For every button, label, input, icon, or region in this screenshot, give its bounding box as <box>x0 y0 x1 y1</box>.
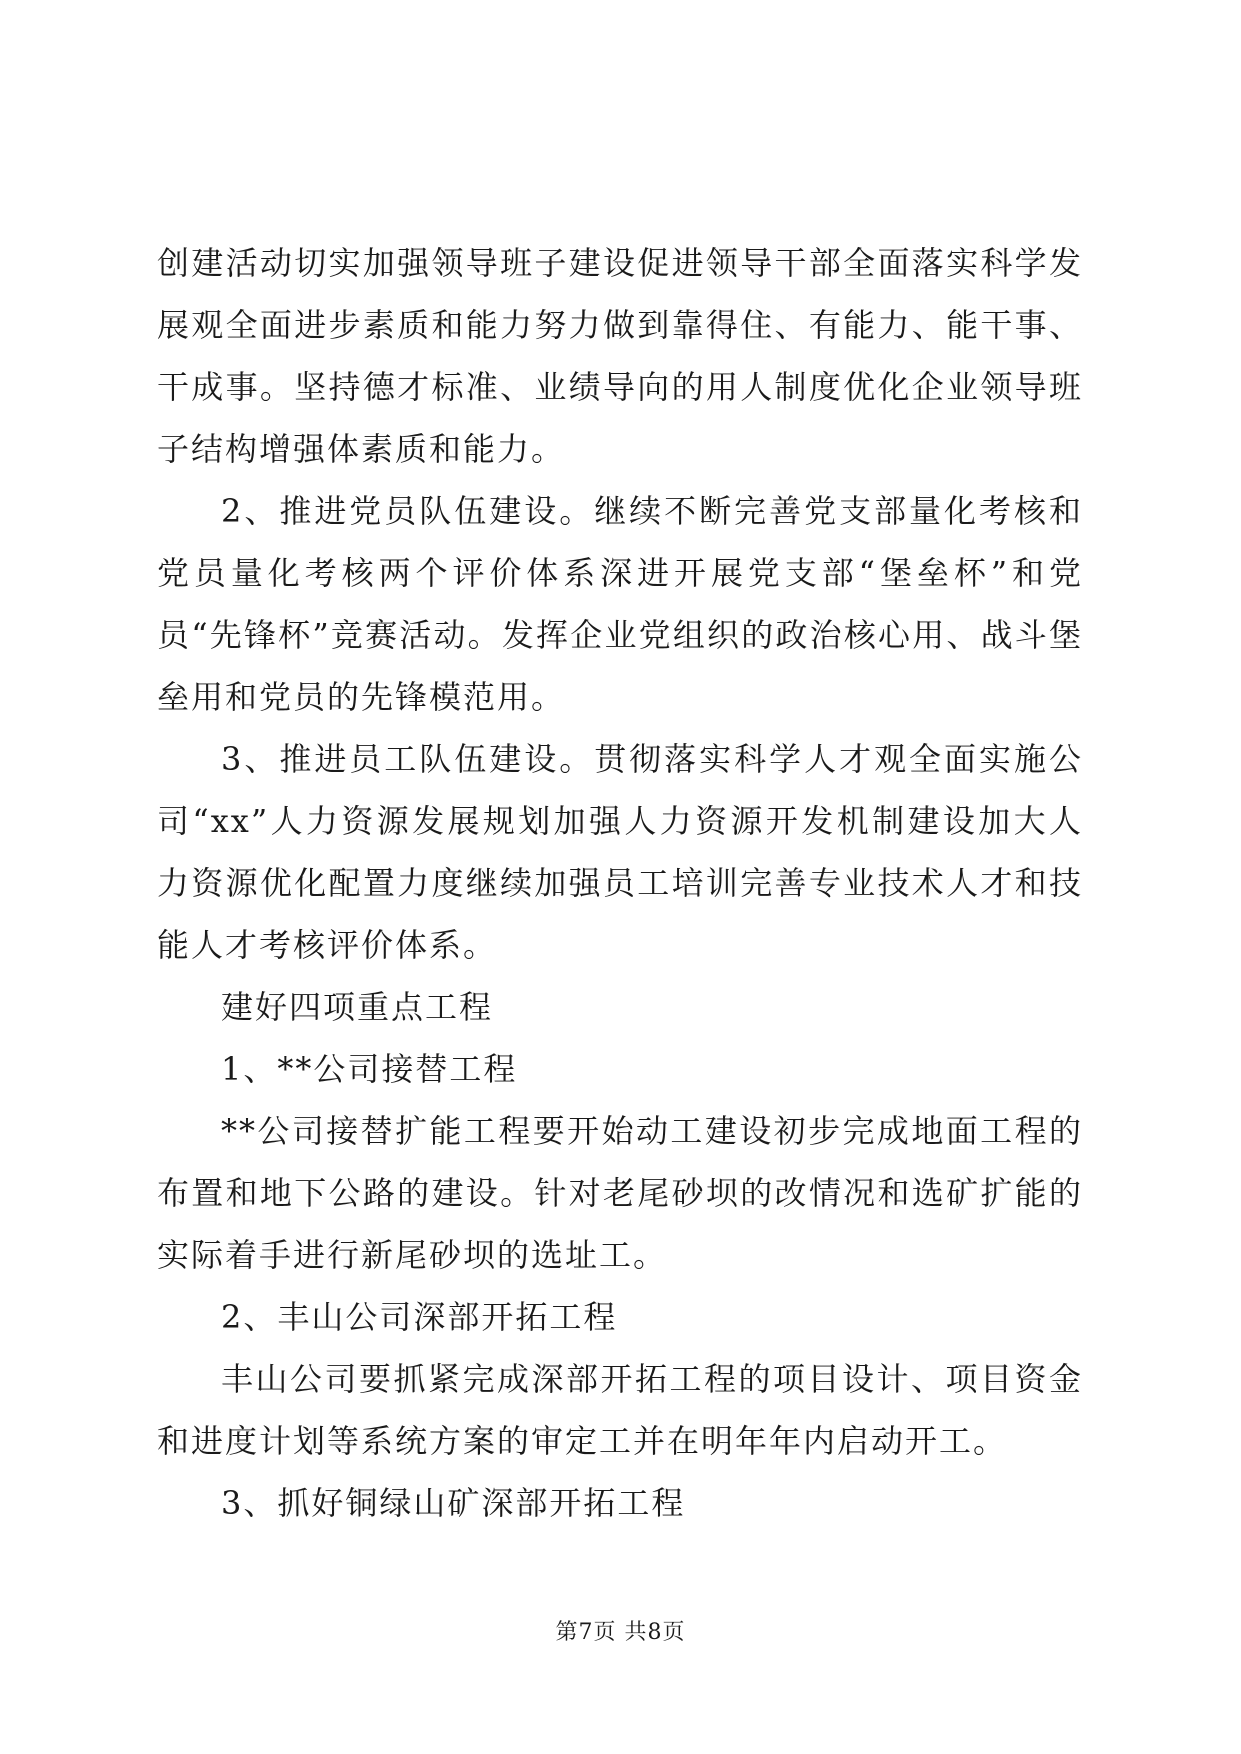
paragraph-staff: 3、推进员工队伍建设。贯彻落实科学人才观全面实施公司“xx”人力资源发展规划加强人力资源开发机制建设加大人力资源优化配置力度继续加强员工培训完善专业技术人才和技能人才考核评价体系。 <box>157 740 1083 964</box>
paragraph-leadership: 创建活动切实加强领导班子建设促进领导干部全面落实科学发展观全面进步素质和能力努力做到靠得住、有能力、能干事、干成事。坚持德才标准、业绩导向的用人制度优化企业领导班子结构增强体素质和能力。 <box>157 244 1083 468</box>
paragraph-party-members: 2、推进党员队伍建设。继续不断完善党支部量化考核和党员量化考核两个评价体系深进开展党支部“堡垒杯”和党员“先锋杯”竞赛活动。发挥企业党组织的政治核心用、战斗堡垒用和党员的先锋模范用。 <box>157 492 1083 716</box>
document-body <box>157 232 1083 1534</box>
section-heading-key-projects: 建好四项重点工程 <box>221 988 494 1026</box>
paragraph-project-2: 丰山公司要抓紧完成深部开拓工程的项目设计、项目资金和进度计划等系统方案的审定工并在明年年内启动开工。 <box>157 1360 1083 1460</box>
item-heading-3: 3、抓好铜绿山矿深部开拓工程 <box>221 1484 686 1522</box>
item-heading-1: 1、**公司接替工程 <box>221 1050 518 1088</box>
item-heading-2: 2、丰山公司深部开拓工程 <box>221 1298 618 1336</box>
page-number-footer: 第7页 共8页 <box>555 1620 686 1645</box>
paragraph-project-1: **公司接替扩能工程要开始动工建设初步完成地面工程的布置和地下公路的建设。针对老尾砂坝的改情况和选矿扩能的实际着手进行新尾砂坝的选址工。 <box>157 1112 1083 1274</box>
